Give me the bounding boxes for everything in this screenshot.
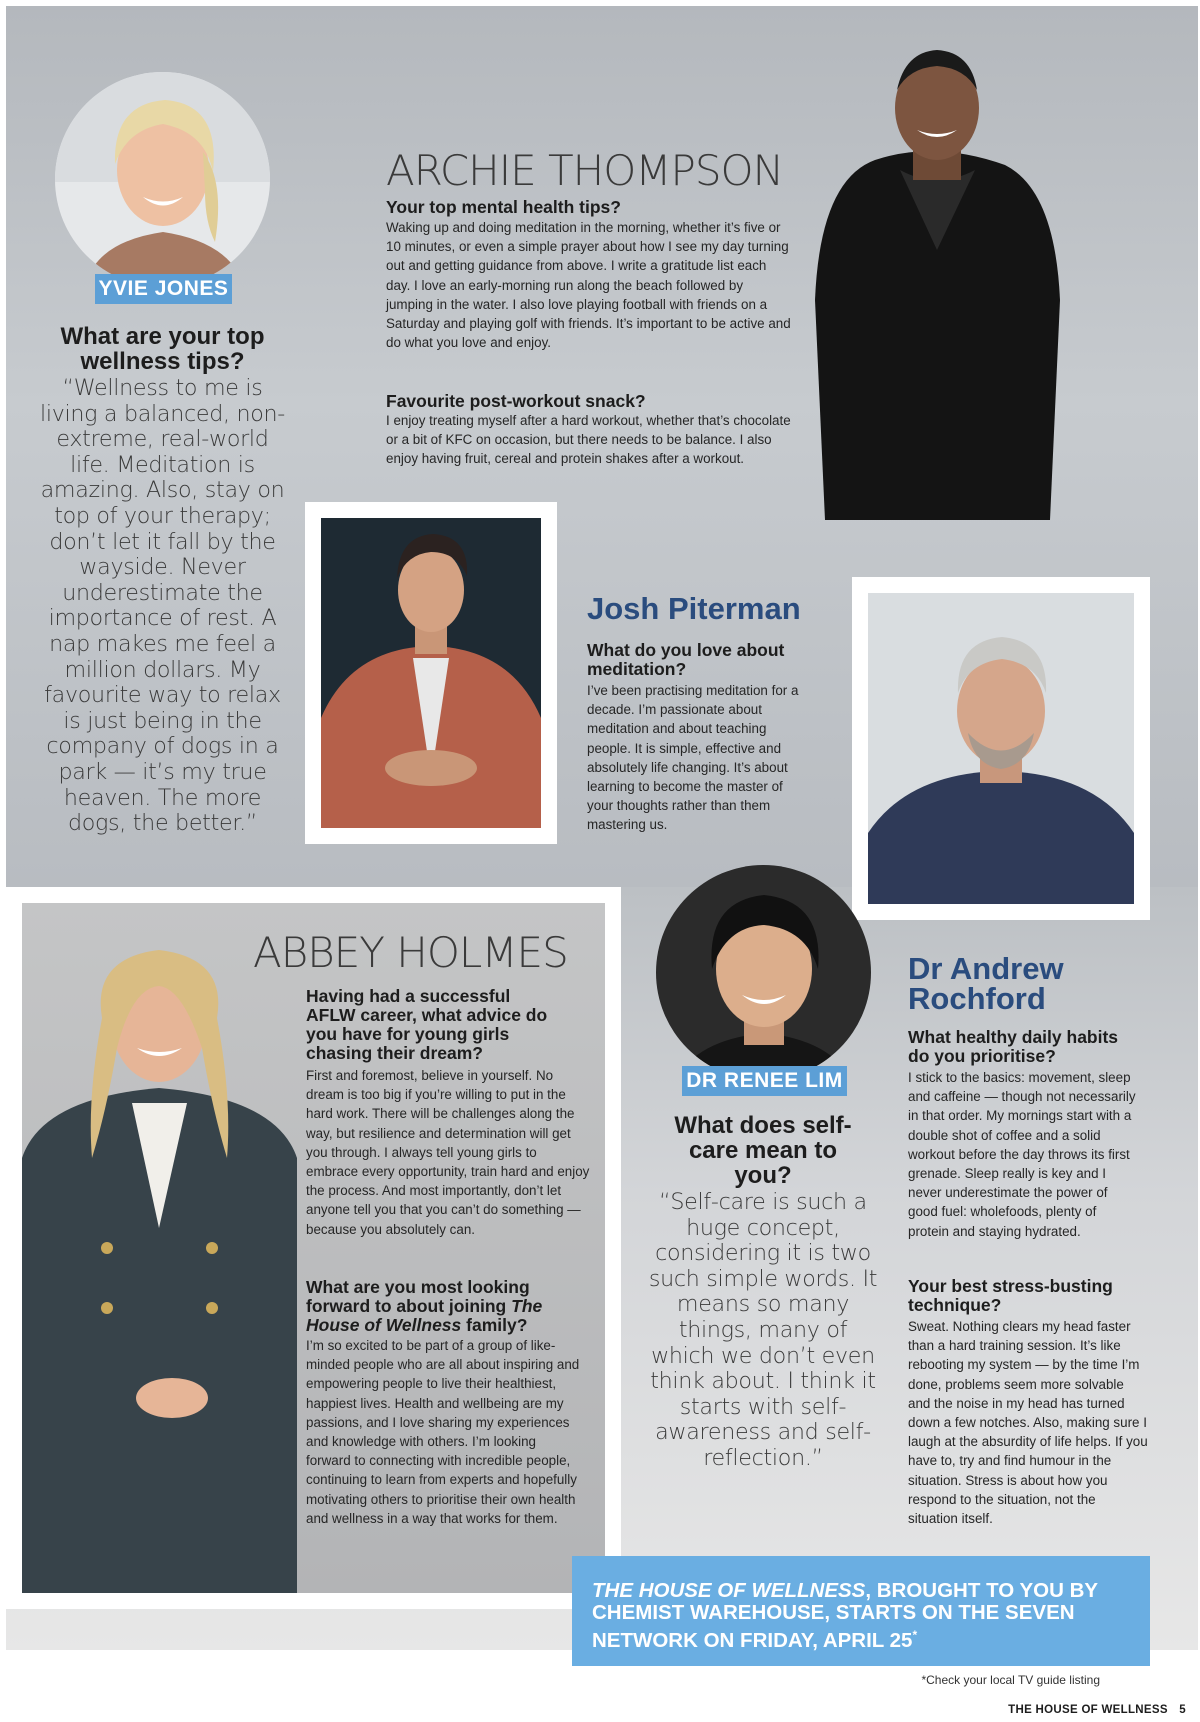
dr-renee-lim-photo xyxy=(656,865,871,1080)
josh-piterman-photo xyxy=(305,502,557,844)
page-footer xyxy=(1008,1704,1186,1716)
abbey-question-2-show: The House of Wellness xyxy=(306,1296,543,1335)
josh-question-1: What do you love about meditation? xyxy=(587,640,785,679)
abbey-answer-2: I’m so excited to be part of a group of like-minded people who are all about inspiring and empowering people to live their healthiest, happiest lives. Health and wellbeing are my passions, and I love sharing my experiences and knowledge with others. I’m looking forward to connecting with incredible people, continuing to learn from experts and hopefully motivating others to prioritise their own health and wellness in a way that works for them. xyxy=(306,1338,580,1526)
yvie-jones-name-badge: YVIE JONES xyxy=(95,274,232,304)
tv-guide-footnote: *Check your local TV guide listing xyxy=(921,1673,1100,1687)
dr-renee-lim-name-badge: DR RENEE LIM xyxy=(682,1066,847,1096)
show-promo-banner xyxy=(572,1556,1150,1666)
andrew-answer-1: I stick to the basics: movement, sleep and caffeine — though not necessarily in that order. My mornings start with a double shot of coffee and a solid workout before the day throws its first grenade. Sleep really is key and I never underestimate the power of good fuel: wholefoods, plenty of protein and staying hydrated. xyxy=(908,1070,1136,1239)
dr-andrew-rochford-photo xyxy=(852,577,1150,920)
archie-answer-2: I enjoy treating myself after a hard workout, whether that’s chocolate or a bit of KFC on occasion, but there needs to be balance. I also enjoy having fruit, cereal and protein shakes after a workout. xyxy=(386,413,791,467)
archie-question-1: Your top mental health tips? xyxy=(386,197,621,217)
abbey-question-2 xyxy=(306,1278,564,1335)
renee-quote: “Self-care is such a huge concept, considering it is two such simple words. It means so many things, many of which we don’t even think about. I think it starts with self-awareness and self-reflection.” xyxy=(648,1189,878,1471)
andrew-answer-2: Sweat. Nothing clears my head faster than a hard training session. It’s like rebooting my system — by the time I’m done, problems seem more solvable and the noise in my head has turned down a few notches. Also, making sure I laugh at the absurdity of life helps. If you have to, try and find humour in the situation. Stress is about how you respond to the situation, not the situation itself. xyxy=(908,1319,1148,1527)
dr-andrew-rochford-name: Dr Andrew Rochford xyxy=(908,951,1064,1016)
abbey-question-1: Having had a successful AFLW career, what advice do you have for young girls chasing their dream? xyxy=(306,986,548,1063)
renee-question: What does self-care mean to you? xyxy=(674,1112,852,1189)
abbey-holmes-photo xyxy=(22,928,297,1593)
abbey-answer-1: First and foremost, believe in yourself. No dream is too big if you’re willing to put in the hard work. There will be challenges along the way, but resilience and determination will get you through. I always tell young girls to embrace every opportunity, train hard and enjoy the process. And most importantly, don’t let anyone tell you that you can’t do something — because you absolutely can. xyxy=(306,1068,590,1237)
yvie-question: What are your top wellness tips? xyxy=(60,323,265,375)
abbey-question-2-end: family? xyxy=(461,1315,528,1335)
josh-answer-1: I’ve been practising meditation for a decade. I’m passionate about meditation and about teaching people. It is simple, effective and absolutely life changing. It’s about learning to become the master of your thoughts rather than them mastering us. xyxy=(587,683,799,833)
archie-thompson-name: ARCHIE THOMPSON xyxy=(386,146,784,195)
yvie-jones-photo xyxy=(55,72,270,287)
archie-thompson-photo xyxy=(805,40,1070,520)
promo-text: , BROUGHT TO YOU BY CHEMIST WAREHOUSE, STARTS ON THE SEVEN NETWORK ON FRIDAY, APRIL 25 xyxy=(592,1579,1098,1652)
footer-title: THE HOUSE OF WELLNESS xyxy=(1008,1704,1168,1716)
promo-show-title: THE HOUSE OF WELLNESS xyxy=(592,1579,866,1602)
josh-piterman-name: Josh Piterman xyxy=(587,591,801,626)
archie-answer-1: Waking up and doing meditation in the morning, whether it’s five or 10 minutes, or even a simple prayer about how I see my day turning out and getting guidance from above. I write a gratitude list each day. I love an early-morning run along the beach followed by jumping in the water. I also love playing football with friends on a Saturday and playing golf with friends. It’s important to be active and do what you love and enjoy. xyxy=(386,220,791,351)
abbey-question-2-start: What are you most looking forward to about joining xyxy=(306,1277,530,1316)
andrew-question-2: Your best stress-busting technique? xyxy=(908,1276,1113,1315)
promo-footnote-mark: * xyxy=(912,1628,918,1642)
andrew-question-1: What healthy daily habits do you prioritise? xyxy=(908,1027,1119,1066)
archie-question-2: Favourite post-workout snack? xyxy=(386,391,646,411)
yvie-quote: “Wellness to me is living a balanced, non-extreme, real-world life. Meditation is amazing. Also, stay on top of your therapy; don’t let it fall by the wayside. Never underestimate the importance of rest. A nap makes me feel a million dollars. My favourite way to relax is just being in the company of dogs in a park — it’s my true heaven. The more dogs, the better.” xyxy=(39,375,286,837)
page-number: 5 xyxy=(1179,1704,1186,1716)
abbey-holmes-name: ABBEY HOLMES xyxy=(253,928,568,977)
